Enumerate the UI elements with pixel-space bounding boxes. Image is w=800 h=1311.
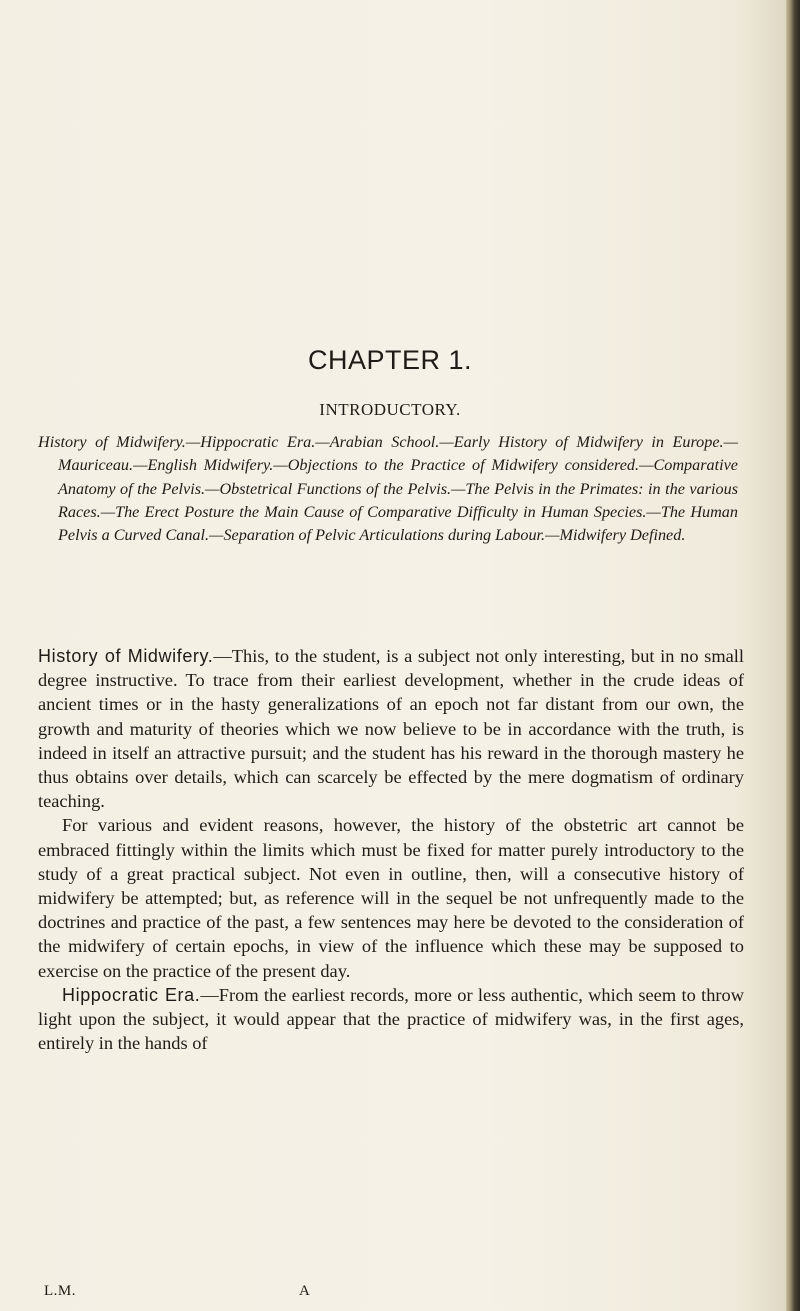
signature-mark-left: L.M. bbox=[44, 1283, 76, 1299]
paragraph-obstetric-art-text: For various and evident reasons, however, the history of the obstetric art cannot be embraced fittingly within the limits which must be fixed for matter purely introductory to the study of a great practical subject. Not even in outline, then, will a consecutive history of midwifery be attempted; but, as reference will in the sequel be not unfrequently made to the doctrines and practice of the past, a few sentences may here be devoted to the consideration of the midwifery of certain epochs, in view of the influence which these may be supposed to exercise on the practice of the present day. bbox=[38, 815, 744, 981]
body-text bbox=[38, 644, 744, 1055]
synopsis-text: History of Midwifery.—Hippocratic Era.—Arabian School.—Early History of Midwifery in Europe.—Mauriceau.—English Midwifery.—Objections to the Practice of Midwifery considered.—Comparative Anatomy of the Pelvis.—Obstetrical Functions of the Pelvis.—The Pelvis in the Primates: in the various Races.—The Erect Posture the Main Cause of Comparative Difficulty in Human Species.—The Human Pelvis a Curved Canal.—Separation of Pelvic Articulations during Labour.—Midwifery Defined. bbox=[38, 433, 738, 545]
chapter-title: CHAPTER 1. bbox=[307, 345, 473, 375]
paragraph-hippocratic bbox=[38, 983, 744, 1056]
signature-mark-right: A bbox=[299, 1283, 311, 1299]
paragraph-history bbox=[38, 644, 744, 813]
paragraph-obstetric-art bbox=[38, 813, 744, 982]
paragraph-hippocratic-text: —From the earliest records, more or less authentic, which seem to throw light upon the subject, it would appear that the practice of midwifery was, in the first ages, entirely in the hands of bbox=[38, 984, 744, 1054]
paragraph-history-text: —This, to the student, is a subject not only interesting, but in no small degree instructive. To trace from their earliest development, whether in the crude ideas of ancient times or in the hasty generalizations of an epoch not far distant from our own, the growth and maturity of theories which we now believe to be in accordance with the truth, is indeed in itself an attractive pursuit; and the student has his reward in the thorough mastery he thus obtains over details, which can scarcely be effected by the mere dogmatism of ordinary teaching. bbox=[38, 646, 745, 812]
section-heading-history: History of Midwifery. bbox=[38, 646, 214, 666]
page-binding-edge bbox=[786, 0, 800, 1311]
chapter-synopsis bbox=[38, 431, 738, 547]
section-heading-hippocratic: Hippocratic Era. bbox=[62, 984, 201, 1005]
chapter-subtitle: INTRODUCTORY. bbox=[319, 400, 461, 419]
